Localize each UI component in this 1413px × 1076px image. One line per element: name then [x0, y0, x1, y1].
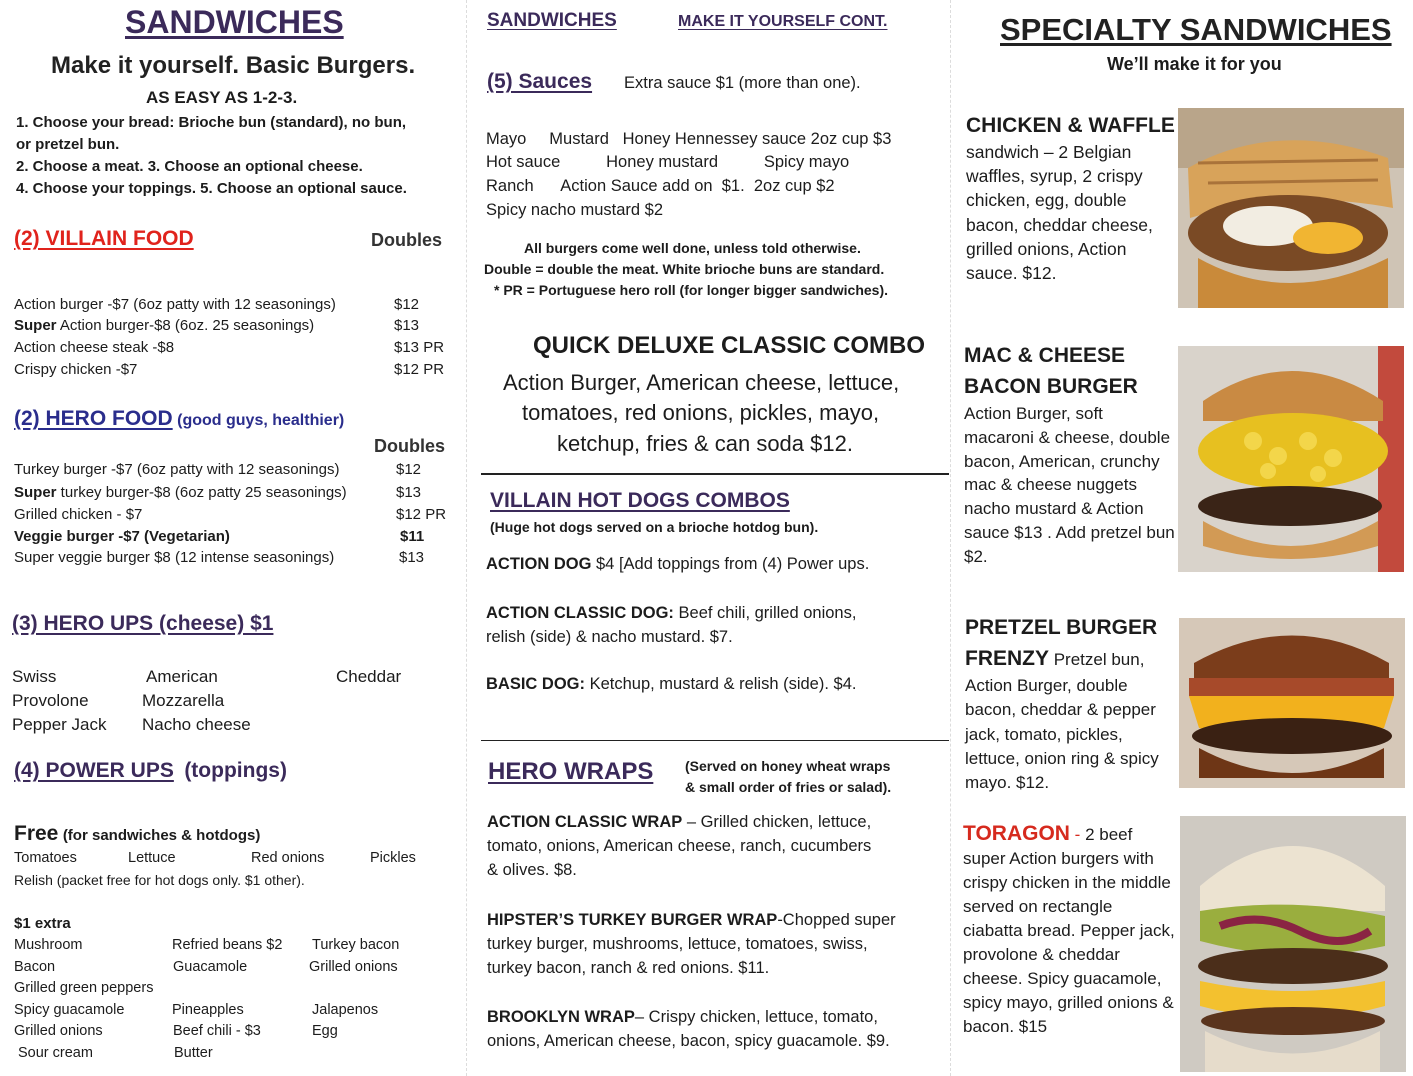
- wrap3-name: BROOKLYN WRAP: [487, 1008, 635, 1026]
- step-line-3: 2. Choose a meat. 3. Choose an optional cheese.: [16, 158, 363, 175]
- sauce-line-1: Mayo Mustard Honey Hennessey sauce 2oz cup $3: [486, 130, 892, 148]
- hero-item-1-double: $12: [396, 461, 422, 478]
- basic-dog-line: [486, 675, 856, 694]
- power-ups-suffix: (toppings): [184, 759, 287, 782]
- extra-jalapenos: Jalapenos: [312, 1002, 379, 1018]
- sauce-line-4: Spicy nacho mustard $2: [486, 201, 664, 219]
- make-it-yourself-subtitle: Make it yourself. Basic Burgers.: [51, 52, 416, 79]
- divider-line-1: [481, 473, 949, 475]
- villain-item-2-double: $13: [394, 317, 420, 334]
- hero-ups-title: (3) HERO UPS (cheese) $1: [12, 612, 274, 635]
- free-pickles: Pickles: [370, 850, 416, 866]
- pretzel-frenzy-name: PRETZEL BURGER FRENZY: [965, 616, 1158, 670]
- step-line-2: or pretzel bun.: [16, 136, 120, 153]
- hotdogs-title: VILLAIN HOT DOGS COMBOS: [490, 489, 790, 512]
- hero-food-title: (2) HERO FOOD: [14, 407, 173, 430]
- cheese-swiss: Swiss: [12, 667, 57, 686]
- hero-item-3-double: $12 PR: [396, 506, 447, 523]
- sauce-line-3: Ranch Action Sauce add on $1. 2oz cup $2: [486, 177, 835, 195]
- easy-as-123: AS EASY AS 1-2-3.: [146, 88, 298, 107]
- divider-line-2: [481, 740, 949, 741]
- extra-egg: Egg: [312, 1023, 338, 1039]
- extra-butter: Butter: [174, 1045, 213, 1061]
- hero-food-note: (good guys, healthier): [177, 412, 345, 429]
- step-line-4: 4. Choose your toppings. 5. Choose an optional sauce.: [16, 180, 407, 197]
- extra-mushroom: Mushroom: [14, 937, 83, 953]
- mac-cheese-burger-photo: [1178, 346, 1404, 572]
- extra-grilled-green-peppers: Grilled green peppers: [14, 980, 154, 996]
- specialty-item-pretzel-frenzy: [965, 612, 1177, 795]
- cheese-mozzarella: Mozzarella: [142, 691, 225, 710]
- sauces-extra-note: Extra sauce $1 (more than one).: [624, 74, 861, 92]
- wraps-note-2: & small order of fries or salad).: [685, 779, 892, 795]
- classic-dog-line-1: [486, 604, 856, 623]
- wrap3-line-1: BROOKLYN WRAP– Crispy chicken, lettuce, tomato,: [487, 1008, 878, 1026]
- wraps-note-1: (Served on honey wheat wraps: [685, 758, 891, 774]
- extra-beef-chili: Beef chili - $3: [173, 1023, 261, 1039]
- extra-guacamole: Guacamole: [173, 959, 248, 975]
- villain-item-4: Crispy chicken -$7: [14, 361, 138, 378]
- toragon-dash: -: [1069, 825, 1086, 844]
- wrap1-line-3: & olives. $8.: [487, 861, 577, 879]
- extra-pineapples: Pineapples: [172, 1002, 244, 1018]
- specialty-item-chicken-waffle: [966, 114, 1176, 285]
- hotdogs-note: (Huge hot dogs served on a brioche hotdog bun).: [490, 519, 819, 535]
- action-dog-desc: $4 [Add toppings from (4) Power ups.: [591, 555, 870, 573]
- power-ups-heading: [14, 759, 287, 783]
- combo-line-1: Action Burger, American cheese, lettuce,: [503, 370, 900, 395]
- hero-item-3: Grilled chicken - $7: [14, 506, 143, 523]
- action-dog-name: ACTION DOG: [486, 555, 592, 573]
- specialty-item-mac-cheese: [964, 340, 1176, 569]
- hero-item-4-double: $11: [400, 528, 425, 545]
- free-heading: [14, 822, 260, 846]
- column-divider-left: [466, 0, 467, 1076]
- cheese-cheddar: Cheddar: [336, 667, 402, 686]
- wraps-title: HERO WRAPS: [488, 758, 654, 785]
- villain-item-3: Action cheese steak -$8: [14, 339, 175, 356]
- mac-cheese-desc: Action Burger, soft macaroni & cheese, double bacon, American, crunchy mac & cheese nuggets nacho mustard & Action sauce $13 . Add pretzel bun $2.: [964, 404, 1175, 566]
- hero-item-1: Turkey burger -$7 (6oz patty with 12 seasonings): [14, 461, 340, 478]
- specialty-title: SPECIALTY SANDWICHES: [1000, 12, 1392, 47]
- toragon-desc: 2 beef super Action burgers with crispy chicken in the middle served on rectangle ciabatta bread. Pepper jack, provolone & cheddar cheese. Spicy guacamole, spicy mayo, grilled onions & bacon. $15: [963, 825, 1175, 1036]
- chicken-waffle-name: CHICKEN & WAFFLE: [966, 114, 1175, 137]
- free-title: Free: [14, 822, 59, 845]
- col2-header-right: MAKE IT YOURSELF CONT.: [678, 13, 888, 30]
- cheese-pepper-jack: Pepper Jack: [12, 715, 107, 734]
- hero-item-2: Super turkey burger-$8 (6oz patty 25 seasonings): [14, 484, 347, 501]
- extra-sour-cream: Sour cream: [18, 1045, 93, 1061]
- power-ups-title: (4) POWER UPS: [14, 759, 174, 782]
- combo-line-2: tomatoes, red onions, pickles, mayo,: [522, 400, 880, 425]
- relish-note: Relish (packet free for hot dogs only. $1 other).: [14, 872, 305, 888]
- classic-dog-desc-1: Beef chili, grilled onions,: [673, 604, 857, 622]
- column-divider-right: [950, 0, 951, 1076]
- toragon-name: TORAGON: [963, 822, 1070, 845]
- pretzel-burger-photo: [1179, 618, 1405, 788]
- basic-dog-desc: Ketchup, mustard & relish (side). $4.: [585, 675, 857, 693]
- mac-cheese-name: MAC & CHEESE BACON BURGER: [964, 344, 1138, 398]
- step-line-1: 1. Choose your bread: Brioche bun (standard), no bun,: [16, 114, 407, 131]
- classic-dog-line-2: relish (side) & nacho mustard. $7.: [486, 628, 733, 646]
- villain-item-2: Super Action burger-$8 (6oz. 25 seasonings): [14, 317, 315, 334]
- free-lettuce: Lettuce: [128, 850, 176, 866]
- villain-item-1-double: $12: [394, 296, 420, 313]
- villain-item-4-double: $12 PR: [394, 361, 445, 378]
- wrap1-name: ACTION CLASSIC WRAP: [487, 813, 683, 831]
- wrap2-name: HIPSTER’S TURKEY BURGER WRAP: [487, 911, 778, 929]
- villain-doubles-label: Doubles: [371, 230, 443, 250]
- combo-line-3: ketchup, fries & can soda $12.: [557, 431, 853, 456]
- wrap3-line-2: onions, American cheese, bacon, spicy guacamole. $9.: [487, 1032, 890, 1050]
- extra-bacon: Bacon: [14, 959, 56, 975]
- note-line-3: * PR = Portuguese hero roll (for longer bigger sandwiches).: [494, 282, 889, 298]
- extra-grilled-onions: Grilled onions: [309, 959, 398, 975]
- specialty-item-toragon: [963, 822, 1175, 1039]
- pretzel-frenzy-desc: Pretzel bun, Action Burger, double bacon, cheddar & pepper jack, tomato, pickles, lettuce, onion ring & spicy mayo. $12.: [965, 650, 1159, 793]
- chicken-waffle-desc: sandwich – 2 Belgian waffles, syrup, 2 crispy chicken, egg, double bacon, cheddar cheese, grilled onions, Action sauce. $12.: [966, 142, 1153, 284]
- wrap2-line-1: HIPSTER’S TURKEY BURGER WRAP-Chopped super: [487, 911, 896, 929]
- wrap1-line-1: ACTION CLASSIC WRAP – Grilled chicken, lettuce,: [487, 813, 872, 831]
- note-line-1: All burgers come well done, unless told otherwise.: [524, 240, 861, 256]
- specialty-subtitle: We’ll make it for you: [1107, 54, 1282, 74]
- hero-item-2-double: $13: [396, 484, 422, 501]
- toragon-photo: [1180, 816, 1406, 1072]
- sauces-title: (5) Sauces: [487, 70, 593, 93]
- extra-refried-beans: Refried beans $2: [172, 937, 283, 953]
- extra-spicy-guacamole: Spicy guacamole: [14, 1002, 125, 1018]
- classic-dog-name: ACTION CLASSIC DOG:: [486, 604, 674, 622]
- chicken-waffle-photo: [1178, 108, 1404, 308]
- free-red-onions: Red onions: [251, 850, 325, 866]
- villain-item-3-double: $13 PR: [394, 339, 445, 356]
- hero-doubles-label: Doubles: [374, 436, 446, 456]
- action-dog-line: [486, 555, 869, 574]
- free-note: (for sandwiches & hotdogs): [62, 827, 261, 844]
- sandwiches-title: SANDWICHES: [125, 4, 344, 40]
- wrap2-line-3: turkey bacon, ranch & red onions. $11.: [487, 959, 770, 977]
- free-tomatoes: Tomatoes: [14, 850, 77, 866]
- villain-food-title: (2) VILLAIN FOOD: [14, 227, 194, 250]
- basic-dog-name: BASIC DOG:: [486, 675, 585, 693]
- note-line-2: Double = double the meat. White brioche buns are standard.: [484, 261, 885, 277]
- cheese-american: American: [146, 667, 218, 686]
- cheese-provolone: Provolone: [12, 691, 89, 710]
- hero-item-5-double: $13: [399, 549, 425, 566]
- col2-header-left: SANDWICHES: [487, 10, 617, 31]
- hero-item-4: Veggie burger -$7 (Vegetarian): [14, 528, 230, 545]
- extra-turkey-bacon: Turkey bacon: [312, 937, 400, 953]
- combo-title: QUICK DELUXE CLASSIC COMBO: [533, 332, 926, 359]
- extra-grilled-onions-2: Grilled onions: [14, 1023, 103, 1039]
- hero-food-heading: [14, 407, 344, 431]
- extra-title: $1 extra: [14, 915, 71, 932]
- sauce-line-2: Hot sauce Honey mustard Spicy mayo: [486, 153, 850, 171]
- wrap1-line-2: tomato, onions, American cheese, ranch, cucumbers: [487, 837, 872, 855]
- cheese-nacho: Nacho cheese: [142, 715, 251, 734]
- wrap2-line-2: turkey burger, mushrooms, lettuce, tomatoes, swiss,: [487, 935, 868, 953]
- villain-item-1: Action burger -$7 (6oz patty with 12 seasonings): [14, 296, 336, 313]
- hero-item-5: Super veggie burger $8 (12 intense seasonings): [14, 549, 335, 566]
